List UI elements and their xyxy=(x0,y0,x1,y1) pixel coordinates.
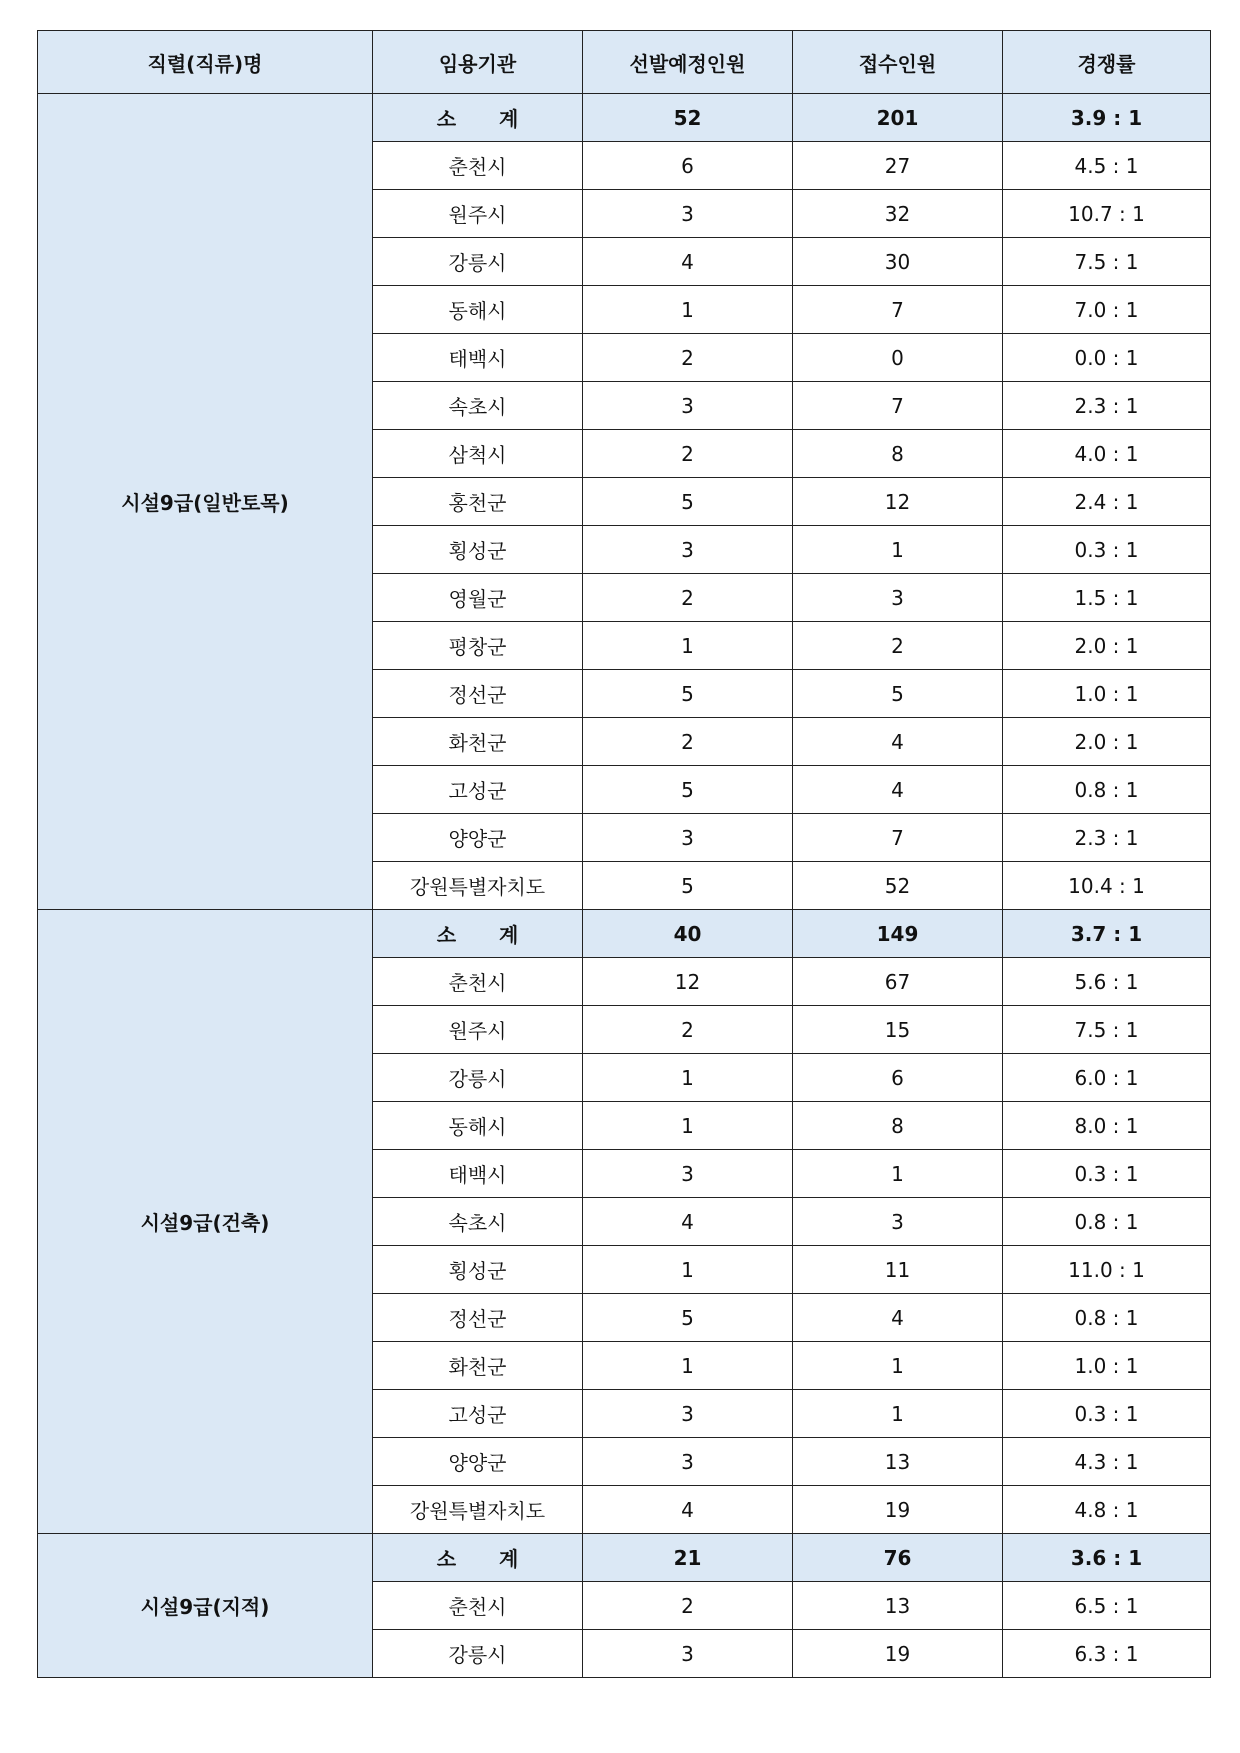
received-count-cell: 149 xyxy=(793,910,1003,958)
competition-ratio-cell: 0.8 : 1 xyxy=(1003,766,1211,814)
received-count-cell: 19 xyxy=(793,1630,1003,1678)
planned-count-cell: 2 xyxy=(583,430,793,478)
agency-cell: 고성군 xyxy=(373,1390,583,1438)
planned-count-cell: 6 xyxy=(583,142,793,190)
planned-count-cell: 1 xyxy=(583,1342,793,1390)
job-series-cell: 시설9급(건축) xyxy=(38,910,373,1534)
planned-count-cell: 1 xyxy=(583,1246,793,1294)
competition-ratio-cell: 3.6 : 1 xyxy=(1003,1534,1211,1582)
competition-ratio-cell: 0.8 : 1 xyxy=(1003,1198,1211,1246)
planned-count-cell: 3 xyxy=(583,1630,793,1678)
agency-cell: 고성군 xyxy=(373,766,583,814)
competition-ratio-cell: 10.7 : 1 xyxy=(1003,190,1211,238)
header-job-series: 직렬(직류)명 xyxy=(38,31,373,94)
competition-ratio-cell: 0.3 : 1 xyxy=(1003,526,1211,574)
competition-ratio-cell: 6.5 : 1 xyxy=(1003,1582,1211,1630)
competition-ratio-cell: 0.3 : 1 xyxy=(1003,1150,1211,1198)
competition-ratio-cell: 6.3 : 1 xyxy=(1003,1630,1211,1678)
competition-ratio-cell: 0.3 : 1 xyxy=(1003,1390,1211,1438)
competition-ratio-cell: 6.0 : 1 xyxy=(1003,1054,1211,1102)
received-count-cell: 12 xyxy=(793,478,1003,526)
received-count-cell: 27 xyxy=(793,142,1003,190)
planned-count-cell: 4 xyxy=(583,238,793,286)
competition-ratio-cell: 7.5 : 1 xyxy=(1003,238,1211,286)
competition-ratio-cell: 2.3 : 1 xyxy=(1003,382,1211,430)
planned-count-cell: 2 xyxy=(583,1006,793,1054)
received-count-cell: 3 xyxy=(793,574,1003,622)
competition-ratio-cell: 10.4 : 1 xyxy=(1003,862,1211,910)
agency-cell: 정선군 xyxy=(373,1294,583,1342)
job-series-cell: 시설9급(지적) xyxy=(38,1534,373,1678)
planned-count-cell: 52 xyxy=(583,94,793,142)
table-header-row xyxy=(38,31,1211,94)
competition-rate-table xyxy=(37,30,1211,1678)
competition-ratio-cell: 2.3 : 1 xyxy=(1003,814,1211,862)
agency-cell: 태백시 xyxy=(373,334,583,382)
received-count-cell: 19 xyxy=(793,1486,1003,1534)
received-count-cell: 1 xyxy=(793,526,1003,574)
agency-cell: 소 계 xyxy=(373,1534,583,1582)
agency-cell: 평창군 xyxy=(373,622,583,670)
agency-cell: 속초시 xyxy=(373,1198,583,1246)
competition-ratio-cell: 1.0 : 1 xyxy=(1003,670,1211,718)
received-count-cell: 52 xyxy=(793,862,1003,910)
planned-count-cell: 4 xyxy=(583,1486,793,1534)
received-count-cell: 1 xyxy=(793,1342,1003,1390)
agency-cell: 화천군 xyxy=(373,718,583,766)
received-count-cell: 1 xyxy=(793,1390,1003,1438)
received-count-cell: 15 xyxy=(793,1006,1003,1054)
received-count-cell: 13 xyxy=(793,1582,1003,1630)
agency-cell: 횡성군 xyxy=(373,1246,583,1294)
planned-count-cell: 3 xyxy=(583,1390,793,1438)
competition-ratio-cell: 0.8 : 1 xyxy=(1003,1294,1211,1342)
agency-cell: 강릉시 xyxy=(373,1630,583,1678)
competition-ratio-cell: 2.4 : 1 xyxy=(1003,478,1211,526)
agency-cell: 소 계 xyxy=(373,910,583,958)
received-count-cell: 7 xyxy=(793,814,1003,862)
competition-ratio-cell: 8.0 : 1 xyxy=(1003,1102,1211,1150)
received-count-cell: 3 xyxy=(793,1198,1003,1246)
planned-count-cell: 2 xyxy=(583,574,793,622)
received-count-cell: 8 xyxy=(793,430,1003,478)
competition-ratio-cell: 11.0 : 1 xyxy=(1003,1246,1211,1294)
received-count-cell: 32 xyxy=(793,190,1003,238)
agency-cell: 원주시 xyxy=(373,190,583,238)
received-count-cell: 7 xyxy=(793,382,1003,430)
received-count-cell: 4 xyxy=(793,766,1003,814)
planned-count-cell: 5 xyxy=(583,478,793,526)
competition-ratio-cell: 4.0 : 1 xyxy=(1003,430,1211,478)
competition-ratio-cell: 0.0 : 1 xyxy=(1003,334,1211,382)
planned-count-cell: 2 xyxy=(583,1582,793,1630)
competition-ratio-cell: 4.8 : 1 xyxy=(1003,1486,1211,1534)
agency-cell: 양양군 xyxy=(373,1438,583,1486)
header-received: 접수인원 xyxy=(793,31,1003,94)
agency-cell: 홍천군 xyxy=(373,478,583,526)
competition-ratio-cell: 7.0 : 1 xyxy=(1003,286,1211,334)
competition-ratio-cell: 4.5 : 1 xyxy=(1003,142,1211,190)
planned-count-cell: 3 xyxy=(583,1150,793,1198)
planned-count-cell: 3 xyxy=(583,814,793,862)
header-agency: 임용기관 xyxy=(373,31,583,94)
received-count-cell: 4 xyxy=(793,718,1003,766)
received-count-cell: 8 xyxy=(793,1102,1003,1150)
received-count-cell: 76 xyxy=(793,1534,1003,1582)
planned-count-cell: 40 xyxy=(583,910,793,958)
received-count-cell: 201 xyxy=(793,94,1003,142)
agency-cell: 원주시 xyxy=(373,1006,583,1054)
competition-ratio-cell: 3.9 : 1 xyxy=(1003,94,1211,142)
competition-ratio-cell: 3.7 : 1 xyxy=(1003,910,1211,958)
agency-cell: 동해시 xyxy=(373,286,583,334)
received-count-cell: 1 xyxy=(793,1150,1003,1198)
planned-count-cell: 5 xyxy=(583,1294,793,1342)
planned-count-cell: 3 xyxy=(583,382,793,430)
agency-cell: 춘천시 xyxy=(373,958,583,1006)
subtotal-row xyxy=(38,1534,1211,1582)
agency-cell: 동해시 xyxy=(373,1102,583,1150)
agency-cell: 속초시 xyxy=(373,382,583,430)
competition-ratio-cell: 4.3 : 1 xyxy=(1003,1438,1211,1486)
agency-cell: 화천군 xyxy=(373,1342,583,1390)
planned-count-cell: 5 xyxy=(583,766,793,814)
agency-cell: 정선군 xyxy=(373,670,583,718)
agency-cell: 횡성군 xyxy=(373,526,583,574)
planned-count-cell: 21 xyxy=(583,1534,793,1582)
subtotal-row xyxy=(38,94,1211,142)
planned-count-cell: 3 xyxy=(583,1438,793,1486)
planned-count-cell: 4 xyxy=(583,1198,793,1246)
received-count-cell: 7 xyxy=(793,286,1003,334)
agency-cell: 춘천시 xyxy=(373,1582,583,1630)
competition-ratio-cell: 2.0 : 1 xyxy=(1003,718,1211,766)
received-count-cell: 11 xyxy=(793,1246,1003,1294)
competition-ratio-cell: 1.0 : 1 xyxy=(1003,1342,1211,1390)
planned-count-cell: 5 xyxy=(583,670,793,718)
agency-cell: 영월군 xyxy=(373,574,583,622)
planned-count-cell: 1 xyxy=(583,286,793,334)
agency-cell: 춘천시 xyxy=(373,142,583,190)
planned-count-cell: 1 xyxy=(583,1054,793,1102)
competition-ratio-cell: 2.0 : 1 xyxy=(1003,622,1211,670)
planned-count-cell: 12 xyxy=(583,958,793,1006)
agency-cell: 소 계 xyxy=(373,94,583,142)
job-series-cell: 시설9급(일반토목) xyxy=(38,94,373,910)
subtotal-row xyxy=(38,910,1211,958)
planned-count-cell: 1 xyxy=(583,1102,793,1150)
received-count-cell: 67 xyxy=(793,958,1003,1006)
agency-cell: 강릉시 xyxy=(373,1054,583,1102)
received-count-cell: 0 xyxy=(793,334,1003,382)
competition-ratio-cell: 1.5 : 1 xyxy=(1003,574,1211,622)
planned-count-cell: 3 xyxy=(583,526,793,574)
received-count-cell: 6 xyxy=(793,1054,1003,1102)
agency-cell: 강릉시 xyxy=(373,238,583,286)
agency-cell: 태백시 xyxy=(373,1150,583,1198)
received-count-cell: 4 xyxy=(793,1294,1003,1342)
received-count-cell: 5 xyxy=(793,670,1003,718)
planned-count-cell: 1 xyxy=(583,622,793,670)
agency-cell: 강원특별자치도 xyxy=(373,862,583,910)
competition-ratio-cell: 5.6 : 1 xyxy=(1003,958,1211,1006)
planned-count-cell: 5 xyxy=(583,862,793,910)
competition-ratio-cell: 7.5 : 1 xyxy=(1003,1006,1211,1054)
planned-count-cell: 2 xyxy=(583,718,793,766)
planned-count-cell: 3 xyxy=(583,190,793,238)
received-count-cell: 13 xyxy=(793,1438,1003,1486)
agency-cell: 삼척시 xyxy=(373,430,583,478)
agency-cell: 강원특별자치도 xyxy=(373,1486,583,1534)
agency-cell: 양양군 xyxy=(373,814,583,862)
table-body xyxy=(38,94,1211,1678)
planned-count-cell: 2 xyxy=(583,334,793,382)
received-count-cell: 30 xyxy=(793,238,1003,286)
received-count-cell: 2 xyxy=(793,622,1003,670)
header-ratio: 경쟁률 xyxy=(1003,31,1211,94)
header-planned: 선발예정인원 xyxy=(583,31,793,94)
competition-table-container xyxy=(37,30,1211,1678)
